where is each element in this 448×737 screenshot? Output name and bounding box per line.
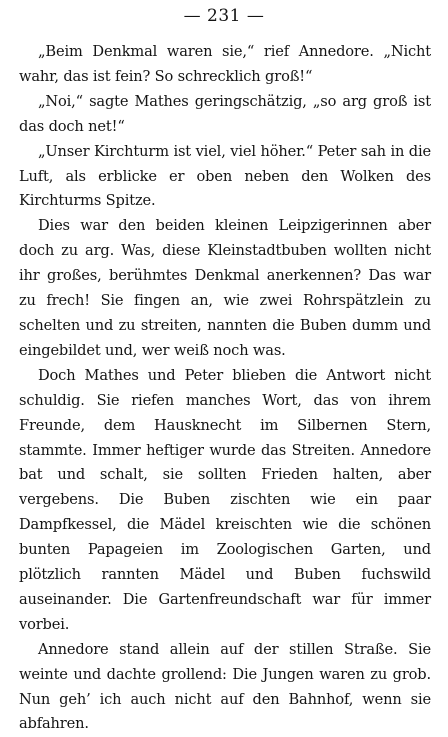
paragraph: Dies war den beiden kleinen Leipzigerinnen aber doch zu arg. Was, diese Kleinstadtbuben wollten nicht ihr großes, berühmtes Denkmal anerkennen? Das war zu frech! Sie fingen an, wie zwei Rohrspätzlein zu schelten und zu streiten, nannten die Buben dumm und eingebildet und, wer weiß noch was. bbox=[19, 217, 431, 359]
paragraph: Doch Mathes und Peter blieben die Antwort nicht schuldig. Sie riefen manches Wort, das von ihrem Freunde, dem Hausknecht im Silbernen Stern, stammte. Immer heftiger wurde das Streiten. Annedore bat und schalt, sie sollten Frieden halten, aber vergebens. Die Buben zischten wie ein paar Dampfkessel, die Mädel kreischten wie die schönen bunten Papageien im Zoologischen Garten, und plötzlich rannten Mädel und Buben fuchswild auseinander. Die Gartenfreundschaft war für immer vorbei. bbox=[19, 366, 431, 633]
paragraph: Annedore stand allein auf der stillen Straße. Sie weinte und dachte grollend: Die Jungen waren zu grob. Nun geh’ ich auch nicht auf den Bahnhof, wenn sie abfahren. bbox=[19, 640, 431, 733]
paragraph: „Unser Kirchturm ist viel, viel höher.“ Peter sah in die Luft, als erblicke er oben neben den Wolken des Kirchturms Spitze. bbox=[19, 142, 431, 210]
page-number: — 231 — bbox=[183, 6, 265, 26]
paragraph: „Noi,“ sagte Mathes geringschätzig, „so arg groß ist das doch net!“ bbox=[19, 92, 431, 135]
body-text bbox=[19, 40, 431, 737]
paragraph: „Beim Denkmal waren sie,“ rief Annedore. „Nicht wahr, das ist fein? So schrecklich groß!“ bbox=[19, 43, 431, 85]
